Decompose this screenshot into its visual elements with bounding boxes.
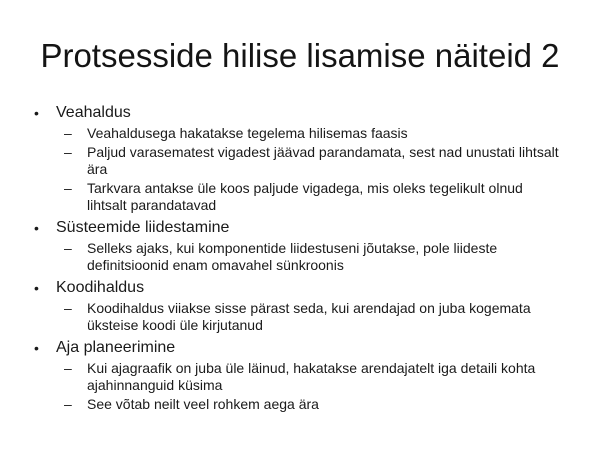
bullet-item [32, 103, 582, 123]
sub-list [32, 300, 582, 334]
sub-item [32, 360, 582, 394]
bullet-label: Veahaldus [56, 104, 131, 121]
bullet-item [32, 218, 582, 238]
sub-list [32, 125, 582, 214]
bullet-label: Süsteemide liidestamine [56, 219, 230, 236]
sub-list [32, 240, 582, 274]
sub-item [32, 125, 582, 142]
sub-item [32, 180, 582, 214]
sub-item [32, 300, 582, 334]
dash-icon: – [64, 144, 72, 160]
dash-icon: – [64, 180, 72, 196]
sub-item [32, 240, 582, 274]
dash-icon: – [64, 125, 72, 141]
sub-item-text: Kui ajagraafik on juba üle läinud, hakatakse arendajatelt iga detaili kohta ajahinnanguid küsima [87, 360, 536, 393]
bullet-icon: • [34, 105, 39, 121]
sub-item-text: Koodihaldus viiakse sisse pärast seda, kui arendajad on juba kogemata üksteise koodi üle kirjutanud [87, 300, 531, 333]
sub-item-text: Tarkvara antakse üle koos paljude vigadega, mis oleks tegelikult olnud lihtsalt parandatavad [87, 180, 523, 213]
bullet-icon: • [34, 280, 39, 296]
sub-item-text: Veahaldusega hakatakse tegelema hilisemas faasis [87, 125, 408, 141]
dash-icon: – [64, 396, 72, 412]
sub-list [32, 360, 582, 413]
bullet-item [32, 278, 582, 298]
dash-icon: – [64, 300, 72, 316]
sub-item-text: See võtab neilt veel rohkem aega ära [87, 396, 319, 412]
sub-item [32, 396, 582, 413]
bullet-list [32, 103, 582, 413]
bullet-label: Aja planeerimine [56, 339, 176, 356]
bullet-item [32, 338, 582, 358]
slide-title: Protsesside hilise lisamise näiteid 2 [40, 37, 560, 74]
dash-icon: – [64, 240, 72, 256]
bullet-icon: • [34, 220, 39, 236]
bullet-icon: • [34, 340, 39, 356]
sub-item-text: Paljud varasematest vigadest jäävad parandamata, sest nad unustati lihtsalt ära [87, 144, 559, 177]
sub-item [32, 144, 582, 178]
sub-item-text: Selleks ajaks, kui komponentide liidestuseni jõutakse, pole liideste definitsioonid enam omavahel sünkroonis [87, 240, 498, 273]
bullet-label: Koodihaldus [56, 279, 145, 296]
dash-icon: – [64, 360, 72, 376]
